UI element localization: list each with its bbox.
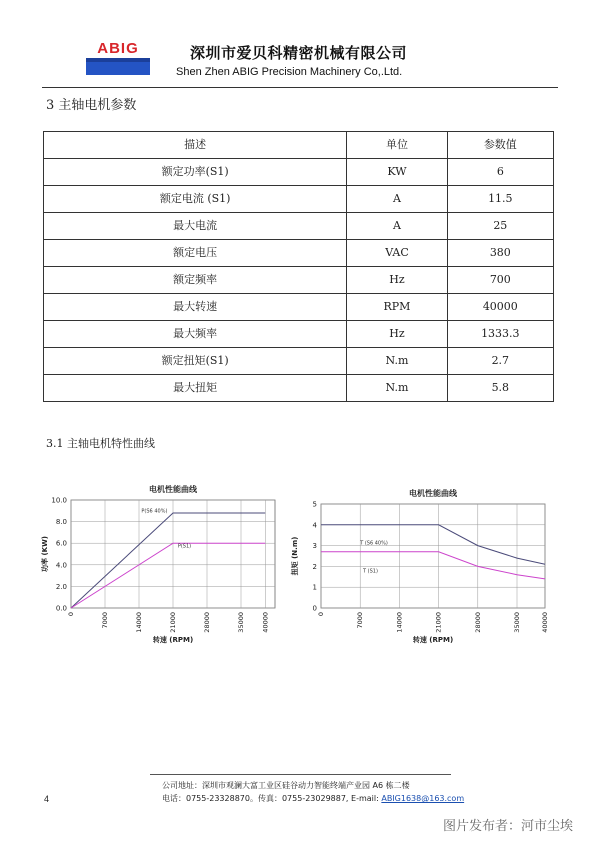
- company-logo: [86, 41, 150, 75]
- y-axis-label: 功率 (KW): [41, 536, 49, 572]
- series-line: [71, 543, 265, 608]
- series-label: T (S6 40%): [360, 540, 388, 547]
- power-curve-chart: [30, 484, 290, 644]
- param-value: 380: [447, 240, 553, 267]
- x-tick-label: 28000: [473, 612, 482, 633]
- param-description: 额定扭矩(S1): [44, 348, 347, 375]
- param-unit: Hz: [347, 321, 447, 348]
- footer-contact: [162, 793, 464, 804]
- y-tick-label: 5: [312, 500, 317, 509]
- section-title: 3 主轴电机参数: [46, 98, 137, 113]
- company-name-cn: 深圳市爱贝科精密机械有限公司: [190, 44, 408, 62]
- chart-title: 电机性能曲线: [409, 489, 457, 498]
- y-tick-label: 6.0: [55, 539, 67, 548]
- param-value: 6: [447, 159, 553, 186]
- x-tick-label: 21000: [434, 612, 443, 633]
- table-row: [44, 213, 554, 240]
- y-tick-label: 4.0: [55, 561, 67, 570]
- x-tick-label: 40000: [541, 612, 549, 633]
- page-number: 4: [44, 794, 50, 804]
- x-tick-label: 14000: [395, 612, 404, 633]
- param-unit: VAC: [347, 240, 447, 267]
- y-axis-label: 扭矩 (N.m): [291, 536, 299, 576]
- subsection-title: 3.1 主轴电机特性曲线: [46, 437, 155, 450]
- torque-curve-chart: [291, 484, 562, 644]
- x-tick-label: 28000: [203, 612, 211, 633]
- table-row: [44, 294, 554, 321]
- param-unit: KW: [347, 159, 447, 186]
- y-tick-label: 3: [312, 542, 317, 551]
- series-line: [321, 525, 545, 565]
- param-value: 700: [447, 267, 553, 294]
- y-tick-label: 0.0: [55, 604, 67, 613]
- param-value: 1333.3: [447, 321, 553, 348]
- param-unit: N.m: [347, 348, 447, 375]
- param-value: 11.5: [447, 186, 553, 213]
- param-unit: Hz: [347, 267, 447, 294]
- param-description: 额定频率: [44, 267, 347, 294]
- column-header: 单位: [347, 132, 447, 159]
- motor-parameter-table: [43, 131, 554, 402]
- y-tick-label: 8.0: [55, 518, 67, 527]
- param-value: 25: [447, 213, 553, 240]
- param-unit: A: [347, 186, 447, 213]
- param-unit: N.m: [347, 375, 447, 402]
- x-tick-label: 0: [317, 612, 325, 617]
- table-row: [44, 321, 554, 348]
- y-tick-label: 4: [312, 521, 317, 530]
- x-tick-label: 35000: [237, 612, 245, 633]
- y-tick-label: 0: [312, 604, 317, 613]
- table-row: [44, 159, 554, 186]
- series-label: T (S1): [363, 568, 378, 575]
- table-row: [44, 186, 554, 213]
- x-tick-label: 40000: [261, 612, 270, 633]
- series-label: P(S1): [177, 543, 192, 550]
- header-divider: [42, 87, 558, 88]
- x-tick-label: 21000: [169, 612, 177, 633]
- param-value: 2.7: [447, 348, 553, 375]
- series-line: [71, 513, 265, 608]
- footer-address: 公司地址：深圳市观澜大富工业区硅谷动力智能终端产业园 A6 栋二楼: [162, 781, 410, 790]
- chart-title: 电机性能曲线: [149, 485, 197, 494]
- footer-divider: [150, 774, 451, 775]
- column-header: 描述: [44, 132, 347, 159]
- param-description: 额定电流 (S1): [44, 186, 347, 213]
- x-tick-label: 14000: [135, 612, 143, 633]
- footer-phone-fax: 电话：0755-23328870。传真：0755-23029887, E-mail:: [162, 794, 382, 803]
- x-tick-label: 7000: [101, 612, 109, 629]
- table-row: [44, 267, 554, 294]
- x-tick-label: 7000: [356, 612, 365, 629]
- column-header: 参数值: [447, 132, 553, 159]
- param-description: 额定功率(S1): [44, 159, 347, 186]
- param-value: 5.8: [447, 375, 553, 402]
- param-unit: RPM: [347, 294, 447, 321]
- table-header-row: [44, 132, 554, 159]
- y-tick-label: 2: [312, 562, 317, 571]
- param-description: 最大电流: [44, 213, 347, 240]
- param-value: 40000: [447, 294, 553, 321]
- x-axis-label: 转速 (RPM): [412, 636, 454, 644]
- x-tick-label: 35000: [513, 612, 521, 633]
- param-unit: A: [347, 213, 447, 240]
- company-name-en: Shen Zhen ABIG Precision Machinery Co,.Ltd.: [176, 66, 403, 78]
- param-description: 最大转速: [44, 294, 347, 321]
- image-watermark: 图片发布者：河市尘埃: [443, 819, 574, 834]
- x-axis-label: 转速 (RPM): [152, 636, 194, 644]
- param-description: 最大扭矩: [44, 375, 347, 402]
- email-link[interactable]: ABIG1638@163.com: [381, 794, 465, 803]
- y-tick-label: 10.0: [51, 496, 67, 505]
- y-tick-label: 1: [312, 583, 317, 592]
- table-row: [44, 348, 554, 375]
- param-description: 最大频率: [44, 321, 347, 348]
- x-tick-label: 0: [67, 612, 75, 617]
- table-row: [44, 240, 554, 267]
- logo-text: ABIG: [97, 40, 139, 57]
- y-tick-label: 2.0: [55, 582, 67, 591]
- param-description: 额定电压: [44, 240, 347, 267]
- series-label: P(S6 40%): [141, 508, 168, 515]
- table-row: [44, 375, 554, 402]
- logo-bar: [86, 58, 150, 75]
